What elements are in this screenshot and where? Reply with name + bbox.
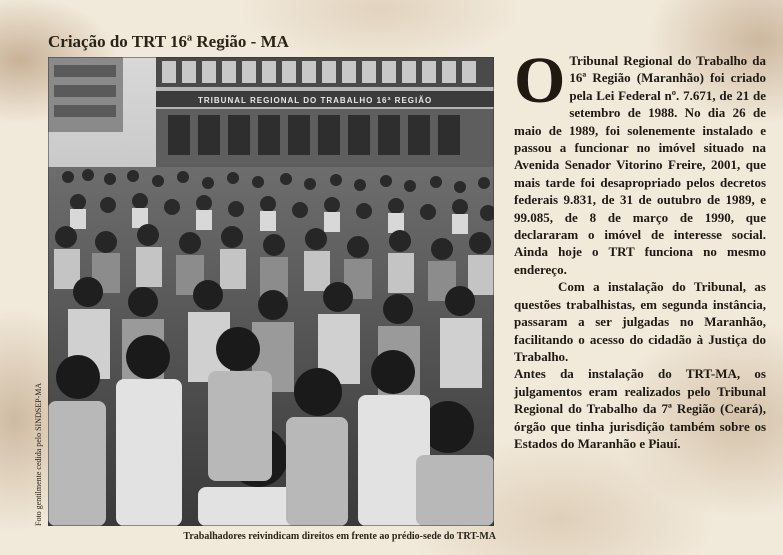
- article-paragraph-2: Com a instalação do Tribunal, as questões trabalhistas, em segunda instância, passaram a ser julgadas no Maranhão, facilitando o acesso do cidadão à Justiça do Trabalho.: [514, 279, 766, 364]
- drop-cap: O: [514, 44, 566, 117]
- page-title: Criação do TRT 16ª Região - MA: [48, 32, 289, 51]
- article-paragraph-3: Antes da instalação do TRT-MA, os julgamentos eram realizados pelo Tribunal Regional do Trabalho da 7ª Região (Ceará), órgão que tinha jurisdição também sobre os Estados do Maranhão e Piauí.: [514, 366, 766, 451]
- building-sign: TRIBUNAL REGIONAL DO TRABALHO 16ª REGIÃO: [198, 96, 433, 105]
- photo-credit: Foto gentilmente cedida pelo SINDSEP-MA: [34, 382, 43, 526]
- photo-caption: Trabalhadores reivindicam direitos em frente ao prédio-sede do TRT-MA: [183, 531, 496, 542]
- historical-photo: [48, 57, 494, 526]
- article-paragraph-1: Tribunal Regional do Trabalho da 16ª Região (Maranhão) foi criado pela Lei Federal nº. 7.671, de 21 de setembro de 1988. No dia 26 de maio de 1989, foi solenemente instalado e passou a funcionar no imóvel situado na Avenida Senador Vitorino Freire, 2001, que mais tarde foi desapropriado pelos decretos federais 9.831, de 31 de outubro de 1989, e 99.085, de 8 de março de 1990, que declararam o imóvel de interesse social. Ainda hoje o TRT funciona no mesmo endereço.: [514, 53, 766, 277]
- crowd-photo-illustration: [48, 57, 494, 526]
- article-text: [514, 44, 766, 452]
